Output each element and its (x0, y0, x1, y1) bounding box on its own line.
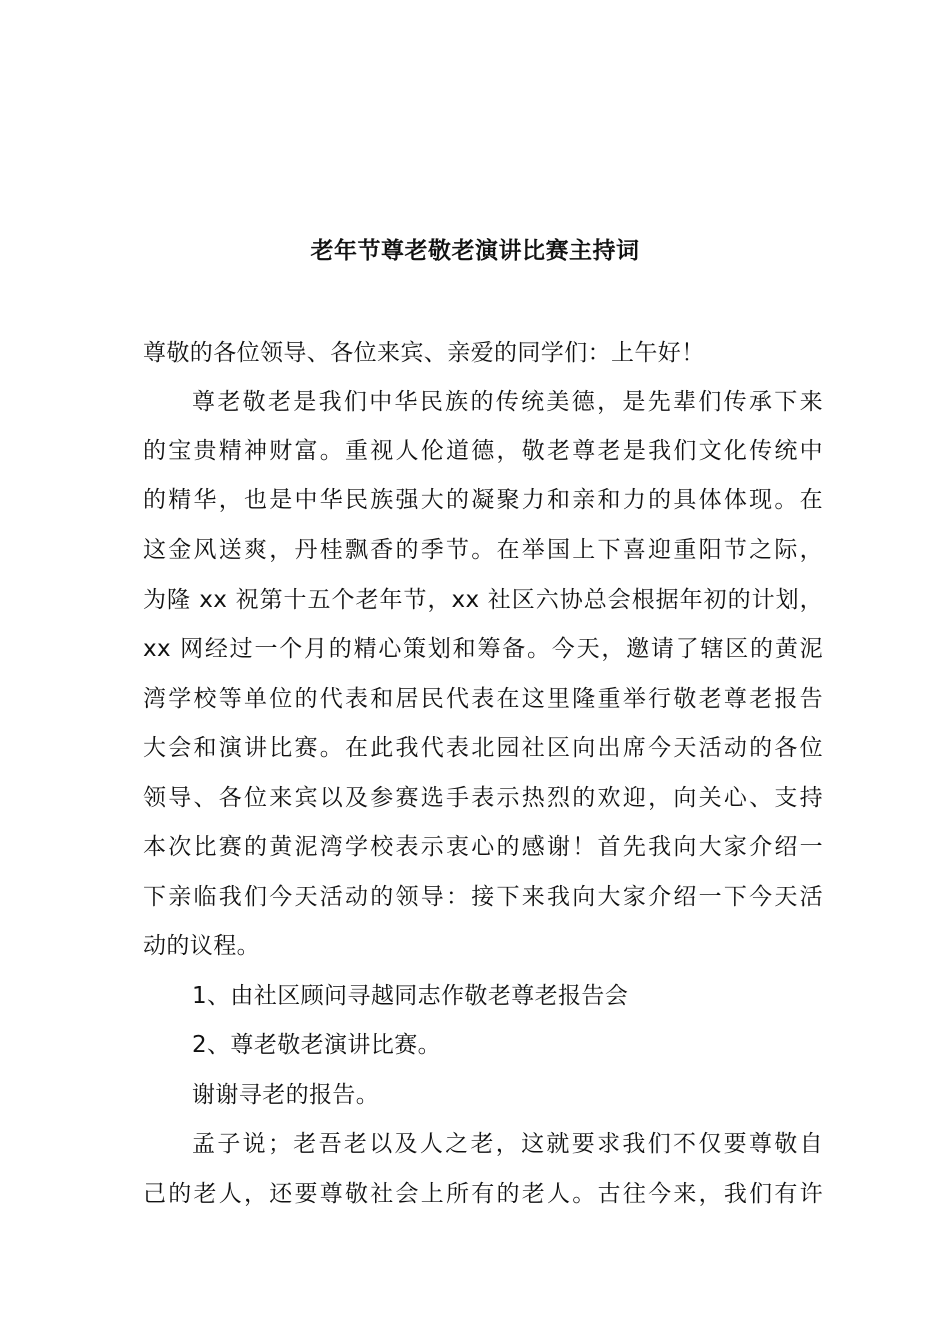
agenda-item: 2、尊老敬老演讲比赛。 (192, 1032, 442, 1058)
body-line: 湾学校等单位的代表和居民代表在这里隆重举行敬老尊老报告 (143, 686, 823, 712)
body-line: 尊老敬老是我们中华民族的传统美德，是先辈们传承下来 (192, 389, 823, 415)
body-line: 动的议程。 (143, 933, 260, 959)
agenda-item: 1、由社区顾问寻越同志作敬老尊老报告会 (192, 983, 629, 1009)
body-line: 领导、各位来宾以及参赛选手表示热烈的欢迎，向关心、支持 (143, 785, 823, 811)
document-title: 老年节尊老敬老演讲比赛主持词 (310, 238, 640, 264)
body-line: 的精华，也是中华民族强大的凝聚力和亲和力的具体体现。在 (143, 487, 823, 513)
body-line: 这金风送爽，丹桂飘香的季节。在举国上下喜迎重阳节之际， (143, 537, 823, 563)
body-line: 大会和演讲比赛。在此我代表北园社区向出席今天活动的各位 (143, 735, 823, 761)
body-line: 孟子说；老吾老以及人之老，这就要求我们不仅要尊敬自 (192, 1131, 823, 1157)
greeting-line: 尊敬的各位领导、各位来宾、亲爱的同学们：上午好！ (143, 340, 705, 366)
body-line: 的宝贵精神财富。重视人伦道德，敬老尊老是我们文化传统中 (143, 438, 823, 464)
body-line: 己的老人，还要尊敬社会上所有的老人。古往今来，我们有许 (143, 1181, 823, 1207)
body-line: 本次比赛的黄泥湾学校表示衷心的感谢！首先我向大家介绍一 (143, 834, 823, 860)
body-line: xx 网经过一个月的精心策划和筹备。今天，邀请了辖区的黄泥 (143, 636, 823, 662)
body-line: 为隆 xx 祝第十五个老年节，xx 社区六协总会根据年初的计划， (143, 587, 823, 613)
body-line: 谢谢寻老的报告。 (192, 1082, 380, 1108)
body-line: 下亲临我们今天活动的领导：接下来我向大家介绍一下今天活 (143, 884, 823, 910)
